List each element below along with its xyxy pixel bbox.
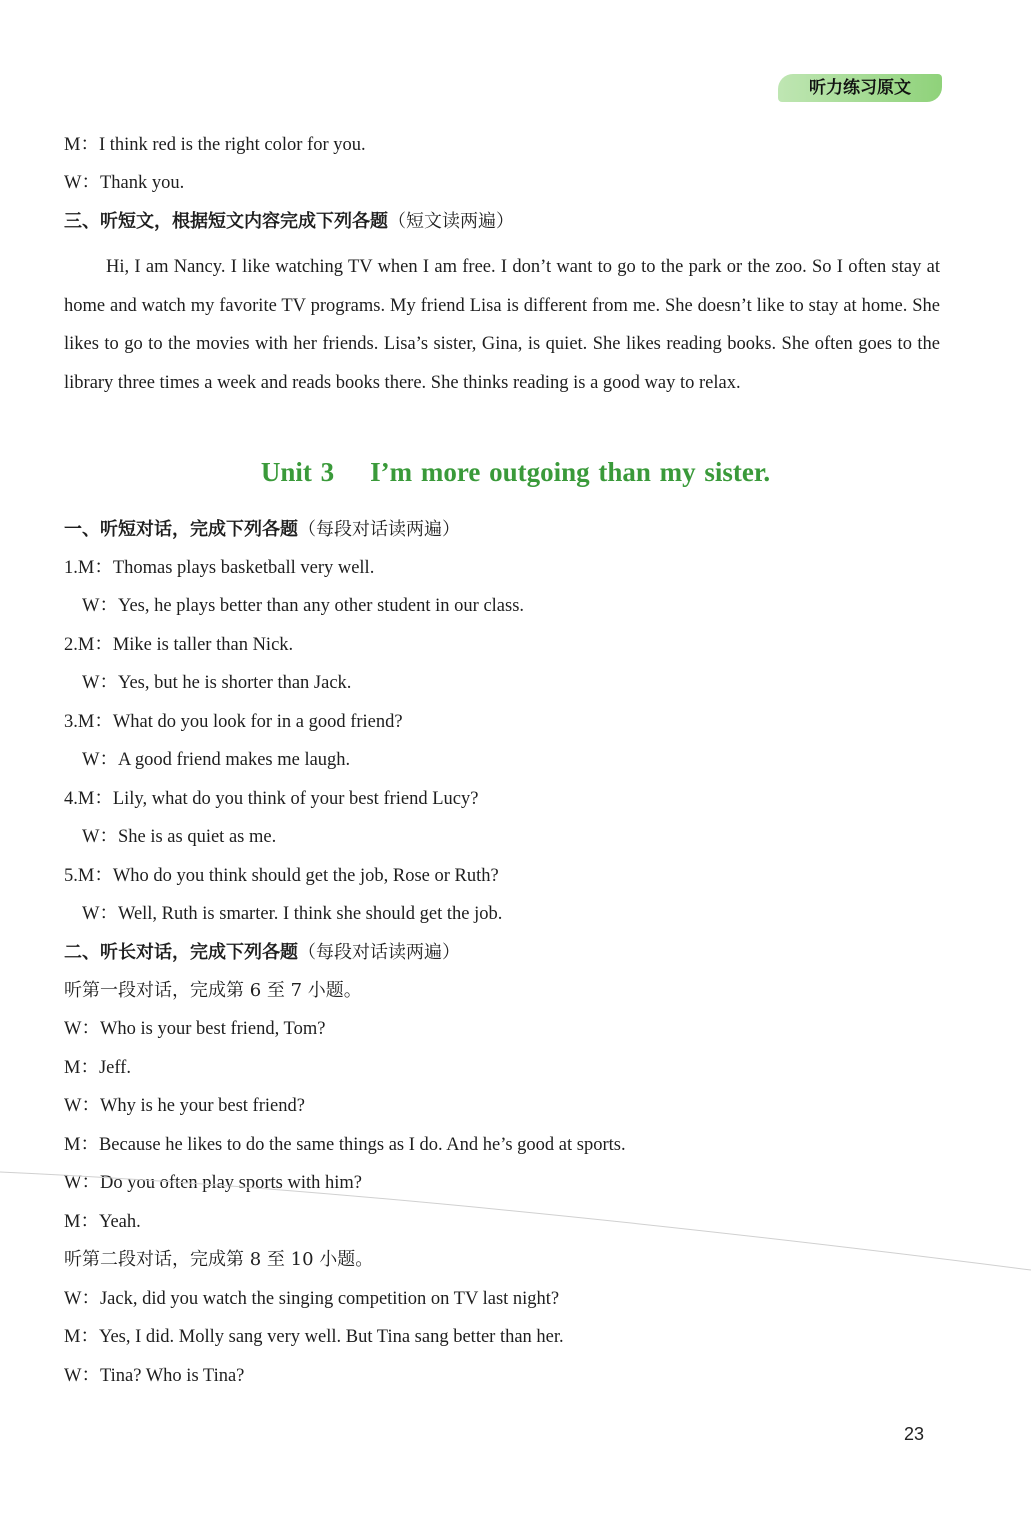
section-heading-note: （每段对话读两遍） — [298, 519, 460, 540]
dialogue-line: W：Tina? Who is Tina? — [64, 1366, 245, 1386]
section-heading-text: 二、听长对话，完成下列各题 — [64, 942, 298, 963]
unit-title-text: I’m more outgoing than my sister. — [370, 457, 771, 487]
section-heading-note: （每段对话读两遍） — [298, 942, 460, 963]
section-heading-text: 一、听短对话，完成下列各题 — [64, 519, 298, 540]
dialogue-line: M：Because he likes to do the same things as I do. And he’s good at sports. — [64, 1135, 626, 1155]
dialogue-line: 1.M：Thomas plays basketball very well. — [64, 558, 375, 578]
page-number: 23 — [904, 1424, 925, 1444]
dialogue-line: W：Thank you. — [64, 173, 185, 193]
dialogue-line: W：Jack, did you watch the singing competition on TV last night? — [64, 1289, 560, 1309]
dialogue-line: M：Jeff. — [64, 1058, 131, 1078]
dialogue-line: W：Do you often play sports with him? — [64, 1173, 363, 1193]
dialogue-line: W：Yes, he plays better than any other student in our class. — [82, 596, 525, 616]
dialogue-line: M：I think red is the right color for you. — [64, 135, 366, 155]
section-heading-note: （短文读两遍） — [388, 211, 514, 232]
section-heading — [64, 518, 460, 542]
section-heading — [64, 941, 460, 965]
dialogue-line: W：Why is he your best friend? — [64, 1096, 305, 1116]
dialogue-line: 2.M：Mike is taller than Nick. — [64, 635, 294, 655]
dialogue-line: 4.M：Lily, what do you think of your best friend Lucy? — [64, 789, 479, 809]
page-fold-line — [0, 1170, 1031, 1280]
section-heading — [64, 210, 514, 234]
dialogue-line: W：Yes, but he is shorter than Jack. — [82, 673, 352, 693]
section-heading-text: 三、听短文，根据短文内容完成下列各题 — [64, 211, 388, 232]
dialogue-line: M：Yes, I did. Molly sang very well. But Tina sang better than her. — [64, 1327, 564, 1347]
dialogue-line: 3.M：What do you look for in a good friend? — [64, 712, 403, 732]
dialogue-line: W：A good friend makes me laugh. — [82, 750, 351, 770]
dialogue-intro: 听第一段对话，完成第 6 至 7 小题。 — [64, 980, 362, 1001]
dialogue-line: M：Yeah. — [64, 1212, 141, 1232]
dialogue-line: W：Well, Ruth is smarter. I think she should get the job. — [82, 904, 503, 924]
section-tab: 听力练习原文 — [778, 74, 942, 102]
dialogue-line: W：She is as quiet as me. — [82, 827, 277, 847]
unit-number: Unit 3 — [260, 457, 335, 487]
unit-title — [0, 455, 1031, 489]
passage-text: Hi, I am Nancy. I like watching TV when I am free. I don’t want to go to the park or the zoo. So I often stay at home and watch my favorite TV programs. My friend Lisa is different from me. She doesn’t like to stay at home. She likes to go to the movies with her friends. Lisa’s sister, Gina, is quiet. She likes reading books. She often goes to the library three times a week and reads books there. She thinks reading is a good way to relax. — [64, 257, 940, 393]
dialogue-line: 5.M：Who do you think should get the job, Rose or Ruth? — [64, 866, 499, 886]
dialogue-line: W：Who is your best friend, Tom? — [64, 1019, 326, 1039]
dialogue-intro: 听第二段对话，完成第 8 至 10 小题。 — [64, 1249, 374, 1270]
